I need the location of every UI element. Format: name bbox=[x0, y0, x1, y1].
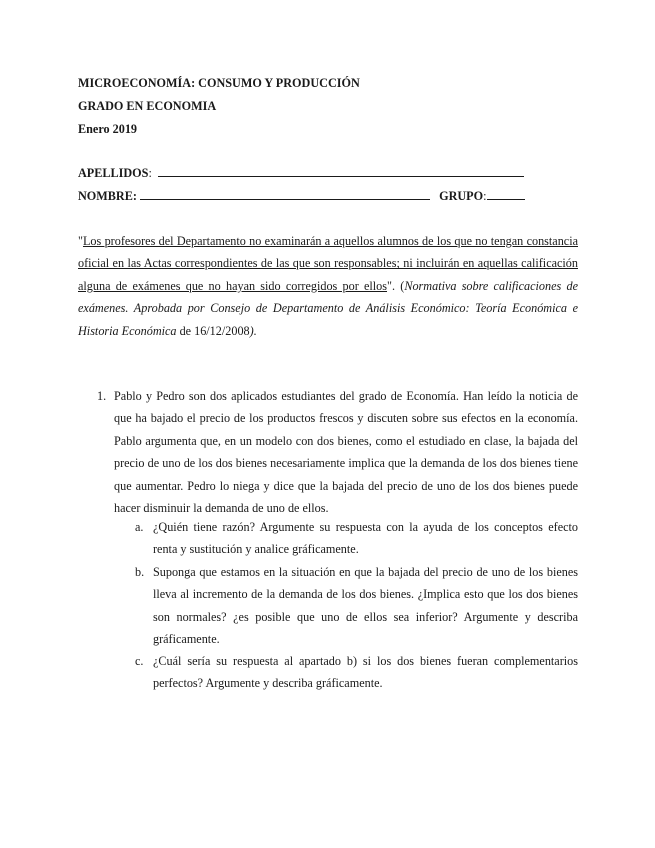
apellidos-blank[interactable] bbox=[158, 165, 524, 177]
course-title: MICROECONOMÍA: CONSUMO Y PRODUCCIÓN bbox=[78, 76, 360, 90]
part-b-text: Suponga que estamos en la situación en que la bajada del precio de uno de los bienes lleva al incremento de la demanda de los dos bienes. ¿Implica esto que los dos bienes son normales? ¿es posible que uno de ellos sea inferior? Argumente y describa gráficamente. bbox=[153, 565, 578, 647]
nombre-field bbox=[78, 188, 525, 204]
notice-close-quote: ". ( bbox=[387, 278, 405, 293]
degree-title: GRADO EN ECONOMIA bbox=[78, 99, 217, 113]
grupo-label: GRUPO bbox=[439, 189, 484, 203]
nombre-label: NOMBRE: bbox=[78, 189, 137, 203]
grupo-blank[interactable] bbox=[487, 188, 525, 200]
department-notice bbox=[78, 230, 578, 342]
question-text: Pablo y Pedro son dos aplicados estudiantes del grado de Economía. Han leído la noticia de que ha bajado el precio de los productos frescos y discuten sobre sus efectos en la economía. Pablo argumenta que, en un modelo con dos bienes, como el estudiado en clase, la bajada del precio de uno de los dos bienes necesariamente implica que la demanda de los dos bienes tiene que aumentar. Pedro lo niega y dice que la bajada del precio de uno de los dos bienes puede hacer disminuir la demanda de uno de ellos. bbox=[114, 389, 578, 516]
notice-regulation-name: Normativa sobre calificaciones de exámenes. Aprobada por Consejo de Departamento de Análisis Económico: Teoría Económica e Historia Económica bbox=[78, 278, 578, 338]
part-c-text: ¿Cuál sería su respuesta al apartado b) si los dos bienes fueran complementarios perfectos? Argumente y describa gráficamente. bbox=[153, 654, 578, 691]
part-a-label: a. bbox=[135, 520, 144, 534]
part-b-label: b. bbox=[135, 565, 145, 579]
notice-end: ). bbox=[249, 323, 257, 338]
apellidos-label: APELLIDOS bbox=[78, 166, 149, 180]
apellidos-colon: : bbox=[148, 166, 158, 180]
part-c-label: c. bbox=[135, 654, 144, 668]
question-number: 1. bbox=[97, 389, 107, 403]
grupo-colon: : bbox=[483, 189, 487, 203]
part-a-text: ¿Quién tiene razón? Argumente su respuesta con la ayuda de los conceptos efecto renta y sustitución y analice gráficamente. bbox=[153, 520, 578, 557]
nombre-blank[interactable] bbox=[140, 188, 430, 200]
notice-underlined-text: Los profesores del Departamento no examinarán a aquellos alumnos de los que no tengan constancia oficial en las Actas correspondientes de las que son responsables; ni incluirán en aquellas calificación alguna de exámenes que no hayan sido corregidos por ellos bbox=[78, 234, 578, 293]
apellidos-field bbox=[78, 165, 524, 181]
notice-open-quote: " bbox=[78, 234, 83, 248]
notice-date: de 16/12/2008 bbox=[176, 323, 250, 338]
exam-date: Enero 2019 bbox=[78, 122, 138, 136]
